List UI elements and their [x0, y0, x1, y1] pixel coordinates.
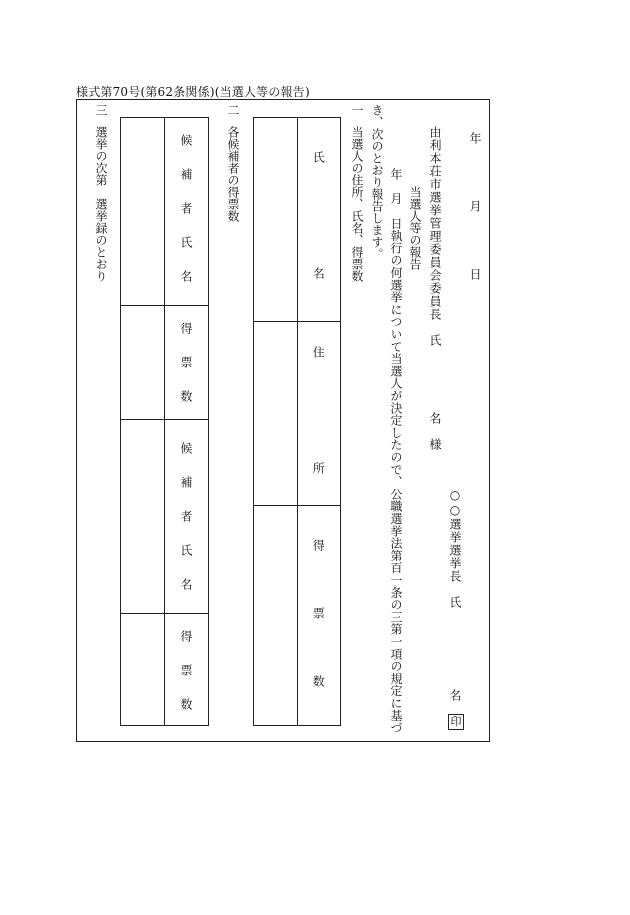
body-line-2: き、次のとおり報告します。 — [370, 104, 384, 260]
candidate-table — [120, 117, 209, 732]
addressee: 由利本荘市選挙管理委員会委員長 氏 名 様 — [428, 126, 442, 451]
candidate1-votes-value — [121, 306, 165, 420]
sender: ○○選挙選挙長 氏 — [448, 488, 462, 609]
candidate1-name-header: 候補者氏名 — [165, 118, 209, 306]
seal-icon: 印 — [448, 714, 464, 730]
section3-number: 三 — [94, 104, 108, 116]
form-heading: 様式第70号(第62条関係)(当選人等の報告) — [76, 85, 310, 99]
section3-heading: 選挙の次第 選挙録のとおり — [94, 126, 108, 282]
winner-address-value — [254, 322, 298, 506]
candidate2-name-value — [121, 420, 165, 614]
section2-heading: 各候補者の得票数 — [226, 126, 240, 222]
sender-name-label: 名 — [448, 689, 462, 701]
candidate2-name-header: 候補者氏名 — [165, 420, 209, 614]
body-line-1: 年 月 日執行の何選挙について当選人が決定したので、公職選挙法第百一条の三第一項の規定に基づ — [389, 168, 403, 734]
candidate2-votes-header: 得票数 — [165, 614, 209, 726]
report-title: 当選人等の報告 — [408, 186, 422, 270]
section2-number: 二 — [226, 104, 240, 116]
section1-heading: 当選人の住所、氏名、得票数 — [350, 126, 364, 282]
date-line: 年 月 日 — [468, 132, 482, 302]
candidate2-votes-value — [121, 614, 165, 726]
winner-address-header: 住所 — [297, 322, 341, 506]
candidate1-votes-header: 得票数 — [165, 306, 209, 420]
winner-table — [253, 117, 341, 743]
winner-name-value — [254, 118, 298, 322]
section1-number: 一 — [350, 104, 364, 116]
winner-name-header: 氏名 — [297, 118, 341, 322]
winner-votes-value — [254, 506, 298, 726]
winner-votes-header: 得票数 — [297, 506, 341, 726]
candidate1-name-value — [121, 118, 165, 306]
